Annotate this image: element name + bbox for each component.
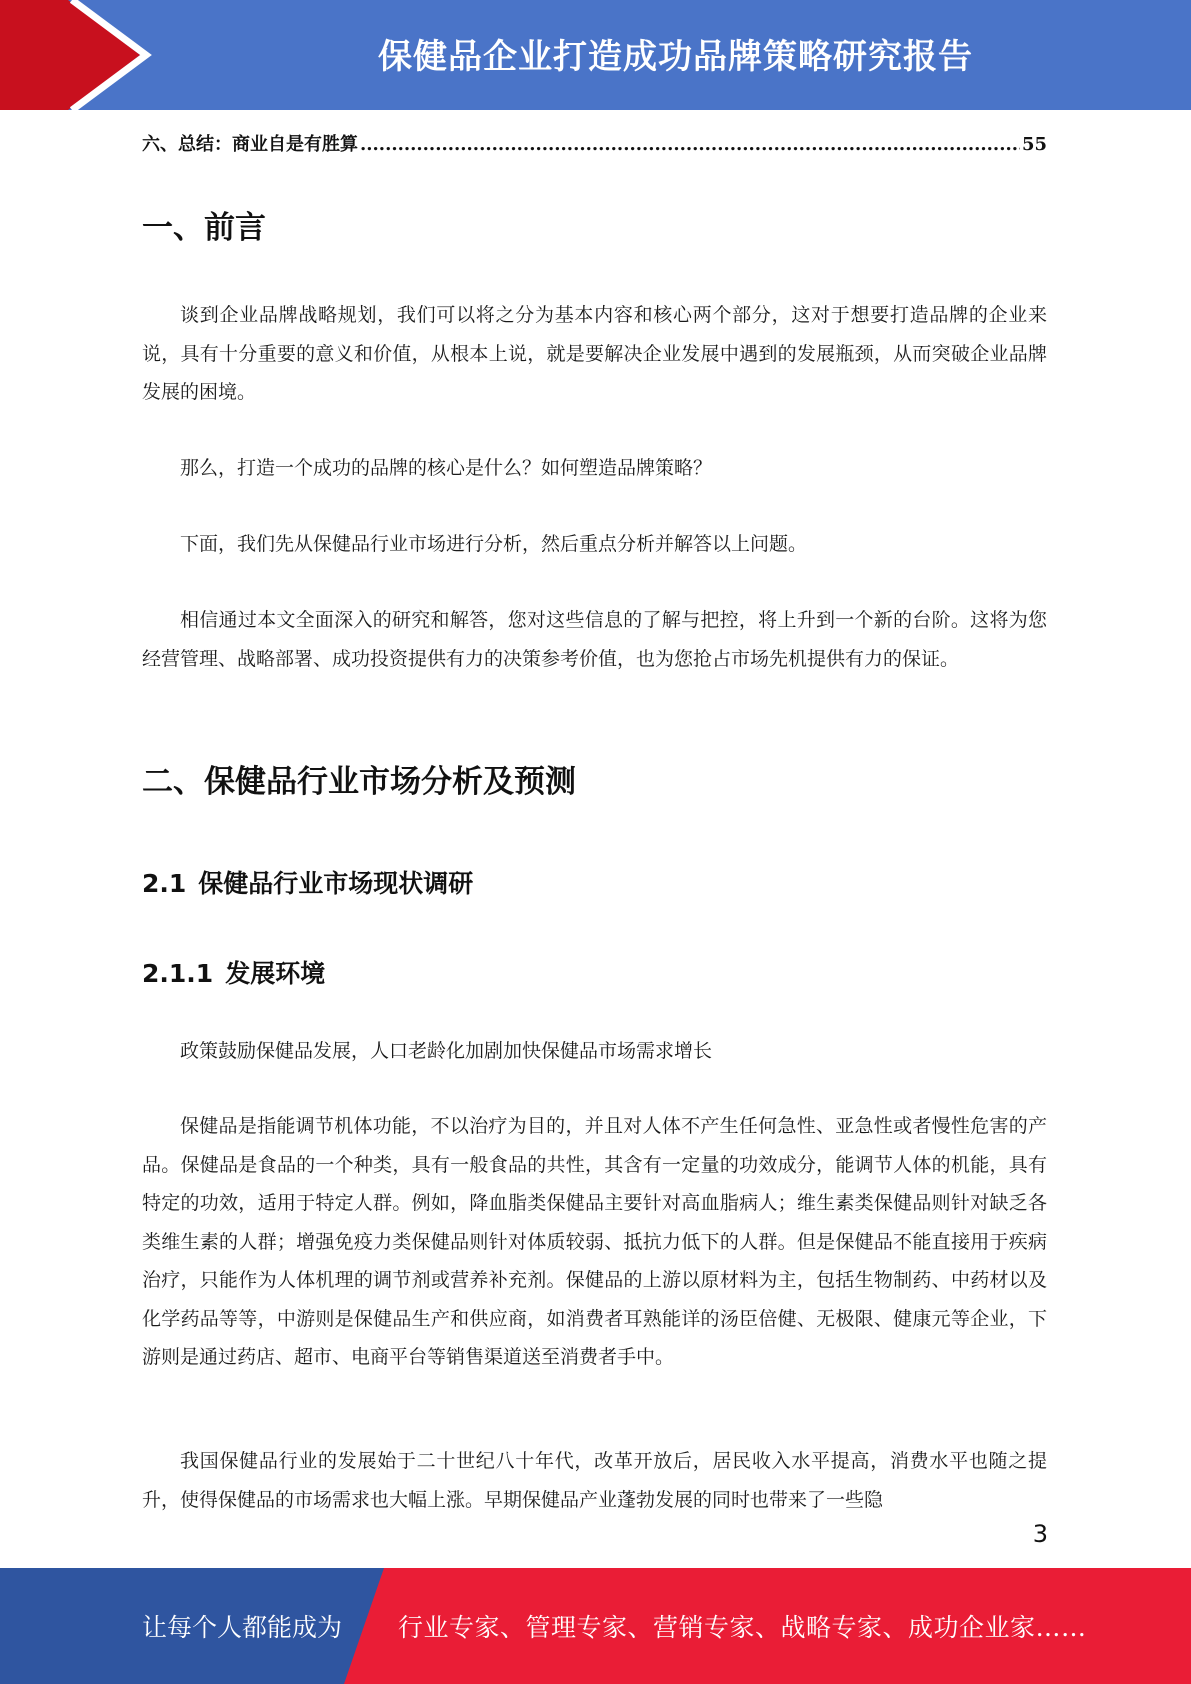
subsection-number: 2.1 bbox=[142, 869, 187, 898]
paragraph: 相信通过本文全面深入的研究和解答，您对这些信息的了解与把控，将上升到一个新的台阶。这将为您经营管理、战略部署、成功投资提供有力的决策参考价值，也为您抢占市场先机提供有力的保证。 bbox=[142, 609, 1047, 670]
paragraph: 下面，我们先从保健品行业市场进行分析，然后重点分析并解答以上问题。 bbox=[180, 533, 808, 555]
footer-slogan-left: 让每个人都能成为 bbox=[142, 1613, 343, 1642]
subsubsection-title: 发展环境 bbox=[225, 959, 326, 988]
paragraph: 那么，打造一个成功的品牌的核心是什么？如何塑造品牌策略？ bbox=[180, 457, 713, 479]
subsubsection-number: 2.1.1 bbox=[142, 959, 214, 988]
section-heading-preface: 一、前言 bbox=[142, 210, 266, 246]
toc-leader-dots bbox=[360, 134, 1020, 155]
page-number: 3 bbox=[1032, 1520, 1048, 1548]
paragraph: 保健品是指能调节机体功能，不以治疗为目的，并且对人体不产生任何急性、亚急性或者慢性危害的产品。保健品是食品的一个种类，具有一般食品的共性，其含有一定量的功效成分，能调节人体的机能，具有特定的功效，适用于特定人群。例如，降血脂类保健品主要针对高血脂病人；维生素类保健品则针对缺乏各类维生素的人群；增强免疫力类保健品则针对体质较弱、抵抗力低下的人群。但是保健品不能直接用于疾病治疗，只能作为人体机理的调节剂或营养补充剂。保健品的上游以原材料为主，包括生物制药、中药材以及化学药品等等，中游则是保健品生产和供应商，如消费者耳熟能详的汤臣倍健、无极限、健康元等企业，下游则是通过药店、超市、电商平台等销售渠道送至消费者手中。 bbox=[142, 1115, 1047, 1368]
paragraph: 政策鼓励保健品发展，人口老龄化加剧加快保健品市场需求增长 bbox=[180, 1040, 713, 1062]
footer-slogan-right: 行业专家、管理专家、营销专家、战略专家、成功企业家…… bbox=[398, 1613, 1087, 1642]
toc-entry[interactable] bbox=[142, 130, 1047, 158]
section-heading-market-analysis: 二、保健品行业市场分析及预测 bbox=[142, 764, 576, 800]
footer-banner bbox=[0, 1568, 1191, 1684]
paragraph: 谈到企业品牌战略规划，我们可以将之分为基本内容和核心两个部分，这对于想要打造品牌的企业来说，具有十分重要的意义和价值，从根本上说，就是要解决企业发展中遇到的发展瓶颈，从而突破企业品牌发展的困境。 bbox=[142, 304, 1047, 403]
toc-entry-label: 六、总结：商业自是有胜算 bbox=[142, 134, 358, 155]
toc-entry-page: 55 bbox=[1021, 134, 1047, 155]
subsection-title: 保健品行业市场现状调研 bbox=[198, 869, 474, 898]
document-title: 保健品企业打造成功品牌策略研究报告 bbox=[378, 36, 973, 77]
subsubsection-heading bbox=[142, 954, 325, 990]
paragraph: 我国保健品行业的发展始于二十世纪八十年代，改革开放后，居民收入水平提高，消费水平也随之提升，使得保健品的市场需求也大幅上涨。早期保健品产业蓬勃发展的同时也带来了一些隐 bbox=[142, 1450, 1047, 1511]
subsection-heading bbox=[142, 864, 473, 900]
header-banner bbox=[0, 0, 1191, 110]
